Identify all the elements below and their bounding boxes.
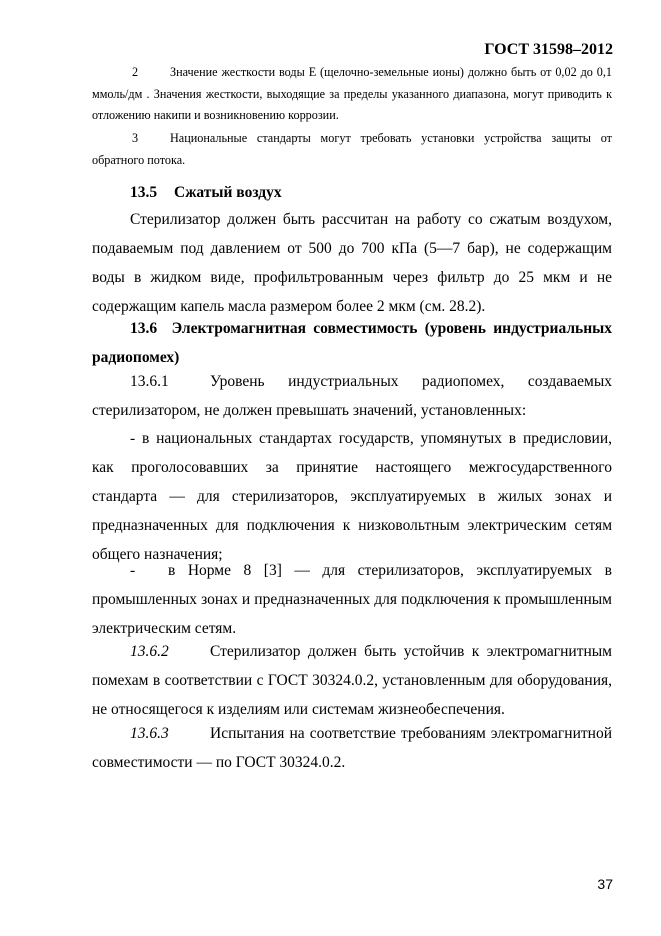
note-text: Национальные стандарты могут требовать установки устройства защиты от обратного потока. [92, 131, 612, 167]
document-standard-header: ГОСТ 31598–2012 [484, 41, 613, 58]
list-item-norm-8 [92, 556, 612, 643]
clause-13-6-1 [92, 367, 612, 425]
section-13-5-paragraph [92, 205, 612, 321]
note-3 [92, 128, 612, 171]
list-item-text: в Норме 8 [3] — для стерилизаторов, эксплуатируемых в промышленных зонах и предназначенных для подключения к промышленным электрическим сетям. [92, 562, 612, 637]
list-item-text: - в национальных стандартах государств, упомянутых в предисловии, как проголосовавших за принятие настоящего межгосударственного стандарта — для стерилизаторов, эксплуатируемых в жилых зонах и предназначенных для подключения к низковольтным электрическим сетям общего назначения; [92, 430, 612, 563]
clause-number: 13.6.2 [130, 643, 169, 660]
clause-text: Стерилизатор должен быть устойчив к электромагнитным помехам в соответствии с ГОСТ 30324.0.2, установленным для оборудования, не относящегося к изделиям или системам жизнеобеспечения. [92, 643, 612, 718]
section-title: Электромагнитная совместимость (уровень индустриальных радиопомех) [92, 320, 612, 366]
clause-text: Испытания на соответствие требованиям электромагнитной совместимости — по ГОСТ 30324.0.2. [92, 725, 612, 771]
note-number: 2 [132, 65, 139, 79]
list-item-national-standards [92, 424, 612, 569]
note-text: Значение жесткости воды Е (щелочно-земельные ионы) должно быть от 0,02 до 0,1 ммоль/дм . Значения жесткости, выходящие за пределы указанного диапазона, могут приводить к отложению накипи и возникновению коррозии. [92, 65, 612, 123]
note-number: 3 [132, 131, 139, 145]
clause-text: Уровень индустриальных радиопомех, создаваемых стерилизатором, не должен превышать значений, установленных: [92, 373, 612, 419]
page-number: 37 [597, 876, 613, 892]
clause-13-6-2 [92, 637, 612, 724]
note-2 [92, 62, 612, 127]
section-number: 13.6 [130, 320, 158, 337]
clause-13-6-3 [92, 719, 612, 777]
list-dash: - [130, 562, 136, 579]
section-13-5-heading [130, 184, 282, 202]
section-13-6-heading [92, 314, 612, 372]
section-number: 13.5 [130, 184, 158, 201]
paragraph-text: Стерилизатор должен быть рассчитан на работу со сжатым воздухом, подаваемым под давлением от 500 до 700 кПа (5—7 бар), не содержащим воды в жидком виде, профильтрованным через фильтр до 25 мкм и не содержащим капель масла размером более 2 мкм (см. 28.2). [92, 211, 612, 315]
clause-number: 13.6.1 [130, 373, 169, 390]
clause-number: 13.6.3 [130, 725, 169, 742]
section-title: Сжатый воздух [174, 184, 282, 201]
